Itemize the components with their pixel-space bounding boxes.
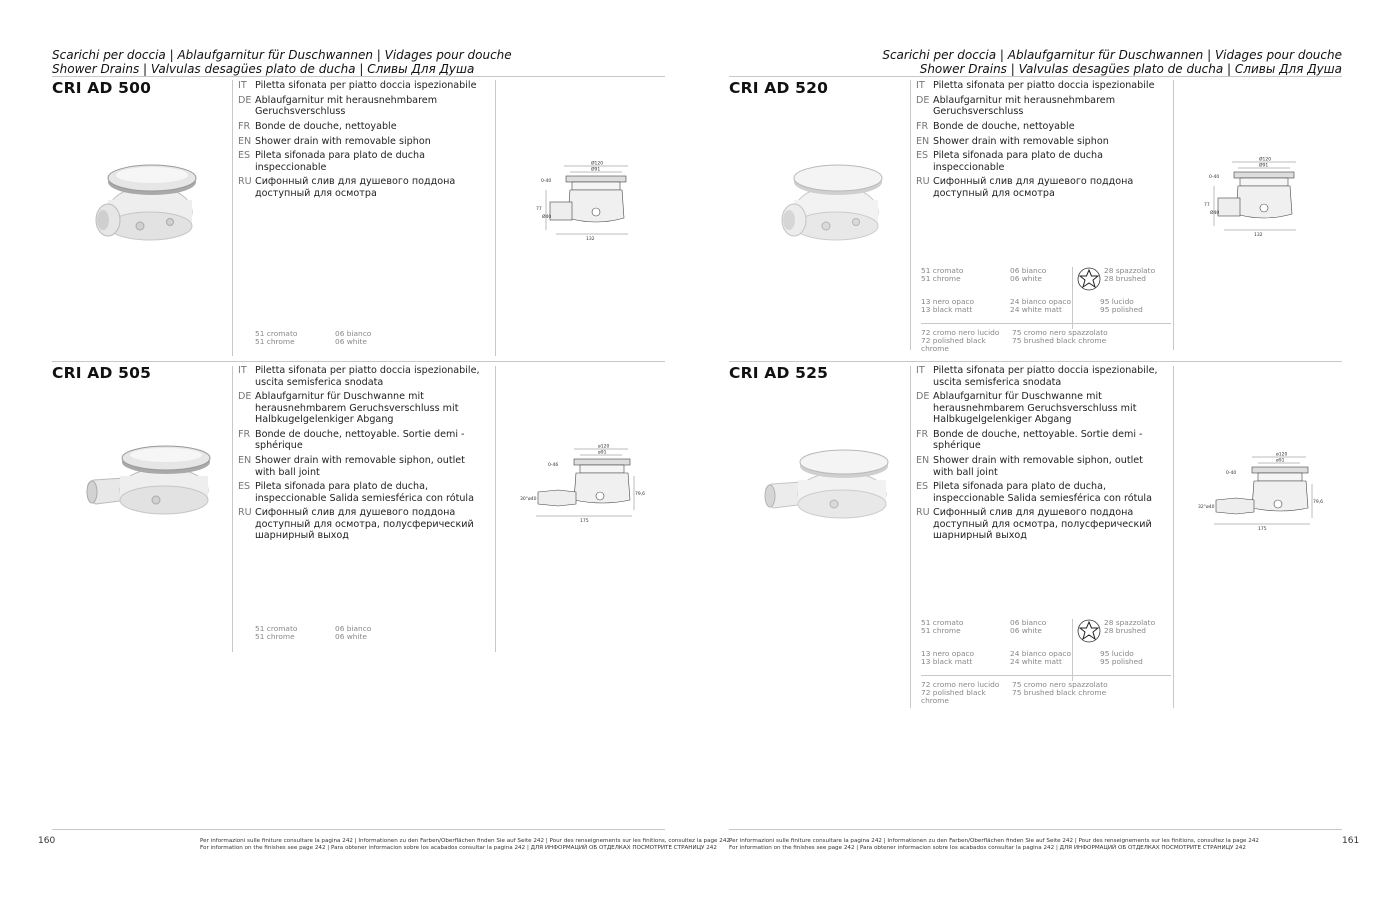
svg-text:ø91: ø91 (598, 450, 607, 456)
description-text: Bonde de douche, nettoyable. Sortie demi - sphérique (933, 428, 1143, 452)
svg-text:0-40: 0-40 (1226, 471, 1237, 476)
description-text: Shower drain with removable siphon, outlet with ball joint (255, 455, 465, 478)
lang-code: EN (916, 455, 930, 467)
lang-code: EN (238, 455, 252, 467)
lang-code: DE (916, 391, 930, 403)
lang-code: ES (916, 481, 929, 493)
svg-text:Ø120: Ø120 (591, 161, 604, 167)
product-photo-chrome (84, 160, 204, 250)
lang-code: RU (916, 507, 930, 519)
svg-text:30°: 30° (520, 497, 528, 502)
svg-text:ø40: ø40 (1206, 505, 1215, 510)
finish-table: 51 cromato 51 chrome 06 bianco 06 white 28 spazzolato 28 brushed 13 nero opaco 13 black matt 24 bianco opaco 24 white matt 95 lucido 95 polished 72 cromo nero lucido 72 polished black chrome 75 cromo nero spazzolato 75 brushed black chrome (921, 267, 1173, 354)
product-photo-chrome (84, 442, 214, 522)
star-icon (1077, 619, 1101, 643)
description-text: Pileta sifonada para plato de ducha inspeccionable (933, 150, 1103, 173)
description-text: Сифонный слив для душевого поддона доступный для осмотра, полусферический шарнирный выход (255, 507, 474, 542)
description-text: Shower drain with removable siphon (255, 135, 431, 147)
svg-text:ø91: ø91 (1276, 458, 1285, 464)
description-text: Bonde de douche, nettoyable (255, 120, 397, 132)
svg-text:175: 175 (1258, 527, 1267, 532)
column-divider (495, 366, 496, 652)
column-divider (910, 366, 911, 708)
svg-text:Ø40: Ø40 (1210, 211, 1220, 216)
lang-code: ES (238, 150, 251, 162)
footer-divider-right (729, 829, 1342, 830)
description-text: Ablaufgarnitur mit herausnehmbarem Geruchsverschluss (933, 94, 1116, 118)
lang-code: ES (238, 481, 251, 493)
description-text: Piletta sifonata per piatto doccia ispezionabile (933, 80, 1155, 91)
lang-code: FR (916, 120, 929, 132)
svg-text:0-40: 0-40 (541, 179, 552, 184)
technical-drawing (536, 160, 646, 245)
lang-code: IT (916, 365, 925, 376)
header-line-2: Shower Drains | Valvulas desagües plato de ducha | Сливы Для Душа (52, 62, 475, 76)
product-descriptions (238, 80, 488, 203)
svg-text:0-46: 0-46 (548, 463, 559, 468)
svg-text:Ø91: Ø91 (591, 167, 601, 173)
product-photo-white (770, 160, 890, 250)
svg-text:132: 132 (1254, 233, 1263, 238)
header-line-1: Scarichi per doccia | Ablaufgarnitur für Duschwannen | Vidages pour douche (52, 48, 512, 62)
left-page-header (52, 48, 672, 76)
finish-info-note: Per informazioni sulle finiture consultare la pagina 242 | Informationen zu den Farben/Oberflächen finden Sie auf Seite 242 | Pour des renseignements sur les finitions, consultez la page 242 For information on the finishes see page 242 | Para obtener informacion sobre los acabados consultar la pagina 242 | ДЛЯ ИНФОРМАЦИЙ ОБ ОТДЕЛКАХ ПОСМОТРИТЕ СТРАНИЦУ 242 (200, 838, 730, 851)
description-text: Ablaufgarnitur mit herausnehmbarem Geruchsverschluss (255, 94, 438, 118)
description-text: Shower drain with removable siphon (933, 135, 1109, 147)
middle-divider-left (52, 361, 665, 362)
lang-code: ES (916, 150, 929, 162)
svg-text:77: 77 (536, 207, 542, 212)
svg-text:Ø40: Ø40 (542, 215, 552, 220)
header-line-2: Shower Drains | Valvulas desagües plato de ducha | Сливы Для Душа (919, 62, 1342, 76)
lang-code: DE (916, 94, 930, 106)
svg-text:79,6: 79,6 (635, 492, 646, 497)
top-divider-right (729, 76, 1342, 77)
lang-code: EN (238, 135, 252, 147)
technical-drawing (1196, 450, 1324, 534)
lang-code: EN (916, 135, 930, 147)
description-text: Shower drain with removable siphon, outlet with ball joint (933, 455, 1143, 478)
finish-info-note: Per informazioni sulle finiture consultare la pagina 242 | Informationen zu den Farben/Oberflächen finden Sie auf Seite 242 | Pour des renseignements sur les finitions, consultez la page 242 For information on the finishes see page 242 | Para obtener informacion sobre los acabados consultar la pagina 242 | ДЛЯ ИНФОРМАЦИЙ ОБ ОТДЕЛКАХ ПОСМОТРИТЕ СТРАНИЦУ 242 (729, 838, 1259, 851)
description-text: Bonde de douche, nettoyable. Sortie demi - sphérique (255, 428, 465, 452)
lang-code: IT (238, 365, 247, 376)
lang-code: IT (916, 80, 925, 91)
svg-text:ø40: ø40 (528, 497, 537, 502)
column-divider (1173, 80, 1174, 350)
description-text: Piletta sifonata per piatto doccia ispezionabile (255, 80, 477, 91)
product-descriptions (238, 365, 488, 545)
svg-text:79,6: 79,6 (1313, 500, 1324, 505)
lang-code: FR (916, 428, 929, 440)
description-text: Bonde de douche, nettoyable (933, 120, 1075, 132)
description-text: Ablaufgarnitur für Duschwanne mit herausnehmbarem Geruchsverschluss mit Halbkugelgelenkiger Abgang (933, 391, 1137, 426)
column-divider (495, 80, 496, 356)
page-number-right: 161 (1342, 836, 1360, 846)
lang-code: RU (238, 507, 252, 519)
svg-text:ø120: ø120 (1276, 452, 1288, 458)
description-text: Pileta sifonada para plato de ducha, inspeccionable Salida semiesférica con rótula (255, 481, 474, 504)
page-number-left: 160 (38, 836, 56, 846)
description-text: Pileta sifonada para plato de ducha inspeccionable (255, 150, 425, 173)
description-text: Сифонный слив для душевого поддона доступный для осмотра (933, 176, 1134, 199)
svg-text:Ø120: Ø120 (1259, 157, 1272, 163)
svg-text:32°: 32° (1198, 505, 1206, 510)
description-text: Ablaufgarnitur für Duschwanne mit herausnehmbarem Geruchsverschluss mit Halbkugelgelenkiger Abgang (255, 391, 459, 426)
star-icon (1077, 267, 1101, 291)
product-descriptions (916, 365, 1166, 545)
product-descriptions (916, 80, 1166, 203)
lang-code: DE (238, 94, 252, 106)
finish-list: 51 cromato 51 chrome 06 bianco 06 white (255, 329, 372, 347)
description-text: Piletta sifonata per piatto doccia ispezionabile, uscita semisferica snodata (255, 365, 480, 388)
lang-code: DE (238, 391, 252, 403)
product-photo-white (762, 446, 892, 526)
column-divider (910, 80, 911, 350)
description-text: Pileta sifonada para plato de ducha, inspeccionable Salida semiesférica con rótula (933, 481, 1152, 504)
product-code: CRI AD 500 (52, 79, 152, 97)
column-divider (232, 366, 233, 652)
column-divider (232, 80, 233, 356)
description-text: Piletta sifonata per piatto doccia ispezionabile, uscita semisferica snodata (933, 365, 1158, 388)
header-line-1: Scarichi per doccia | Ablaufgarnitur für Duschwannen | Vidages pour douche (882, 48, 1342, 62)
lang-code: FR (238, 120, 251, 132)
column-divider (1173, 366, 1174, 708)
svg-text:ø120: ø120 (598, 444, 610, 450)
description-text: Сифонный слив для душевого поддона доступный для осмотра, полусферический шарнирный выход (933, 507, 1152, 542)
product-code: CRI AD 520 (729, 79, 829, 97)
middle-divider-right (729, 361, 1342, 362)
technical-drawing (518, 442, 646, 526)
product-code: CRI AD 525 (729, 364, 829, 382)
lang-code: RU (916, 176, 930, 188)
finish-list: 51 cromato 51 chrome 06 bianco 06 white (255, 624, 372, 642)
svg-text:Ø91: Ø91 (1259, 163, 1269, 169)
lang-code: FR (238, 428, 251, 440)
svg-text:0-40: 0-40 (1209, 175, 1220, 180)
description-text: Сифонный слив для душевого поддона доступный для осмотра (255, 176, 456, 199)
svg-text:132: 132 (586, 237, 595, 242)
product-code: CRI AD 505 (52, 364, 152, 382)
lang-code: IT (238, 80, 247, 91)
top-divider-left (52, 76, 665, 77)
svg-text:77: 77 (1204, 203, 1210, 208)
lang-code: RU (238, 176, 252, 188)
svg-text:175: 175 (580, 519, 589, 524)
finish-table: 51 cromato 51 chrome 06 bianco 06 white 28 spazzolato 28 brushed 13 nero opaco 13 black matt 24 bianco opaco 24 white matt 95 lucido 95 polished 72 cromo nero lucido 72 polished black chrome 75 cromo nero spazzolato 75 brushed black chrome (921, 619, 1173, 706)
technical-drawing (1204, 156, 1314, 241)
right-page-header (722, 48, 1342, 76)
footer-divider-left (52, 829, 665, 830)
